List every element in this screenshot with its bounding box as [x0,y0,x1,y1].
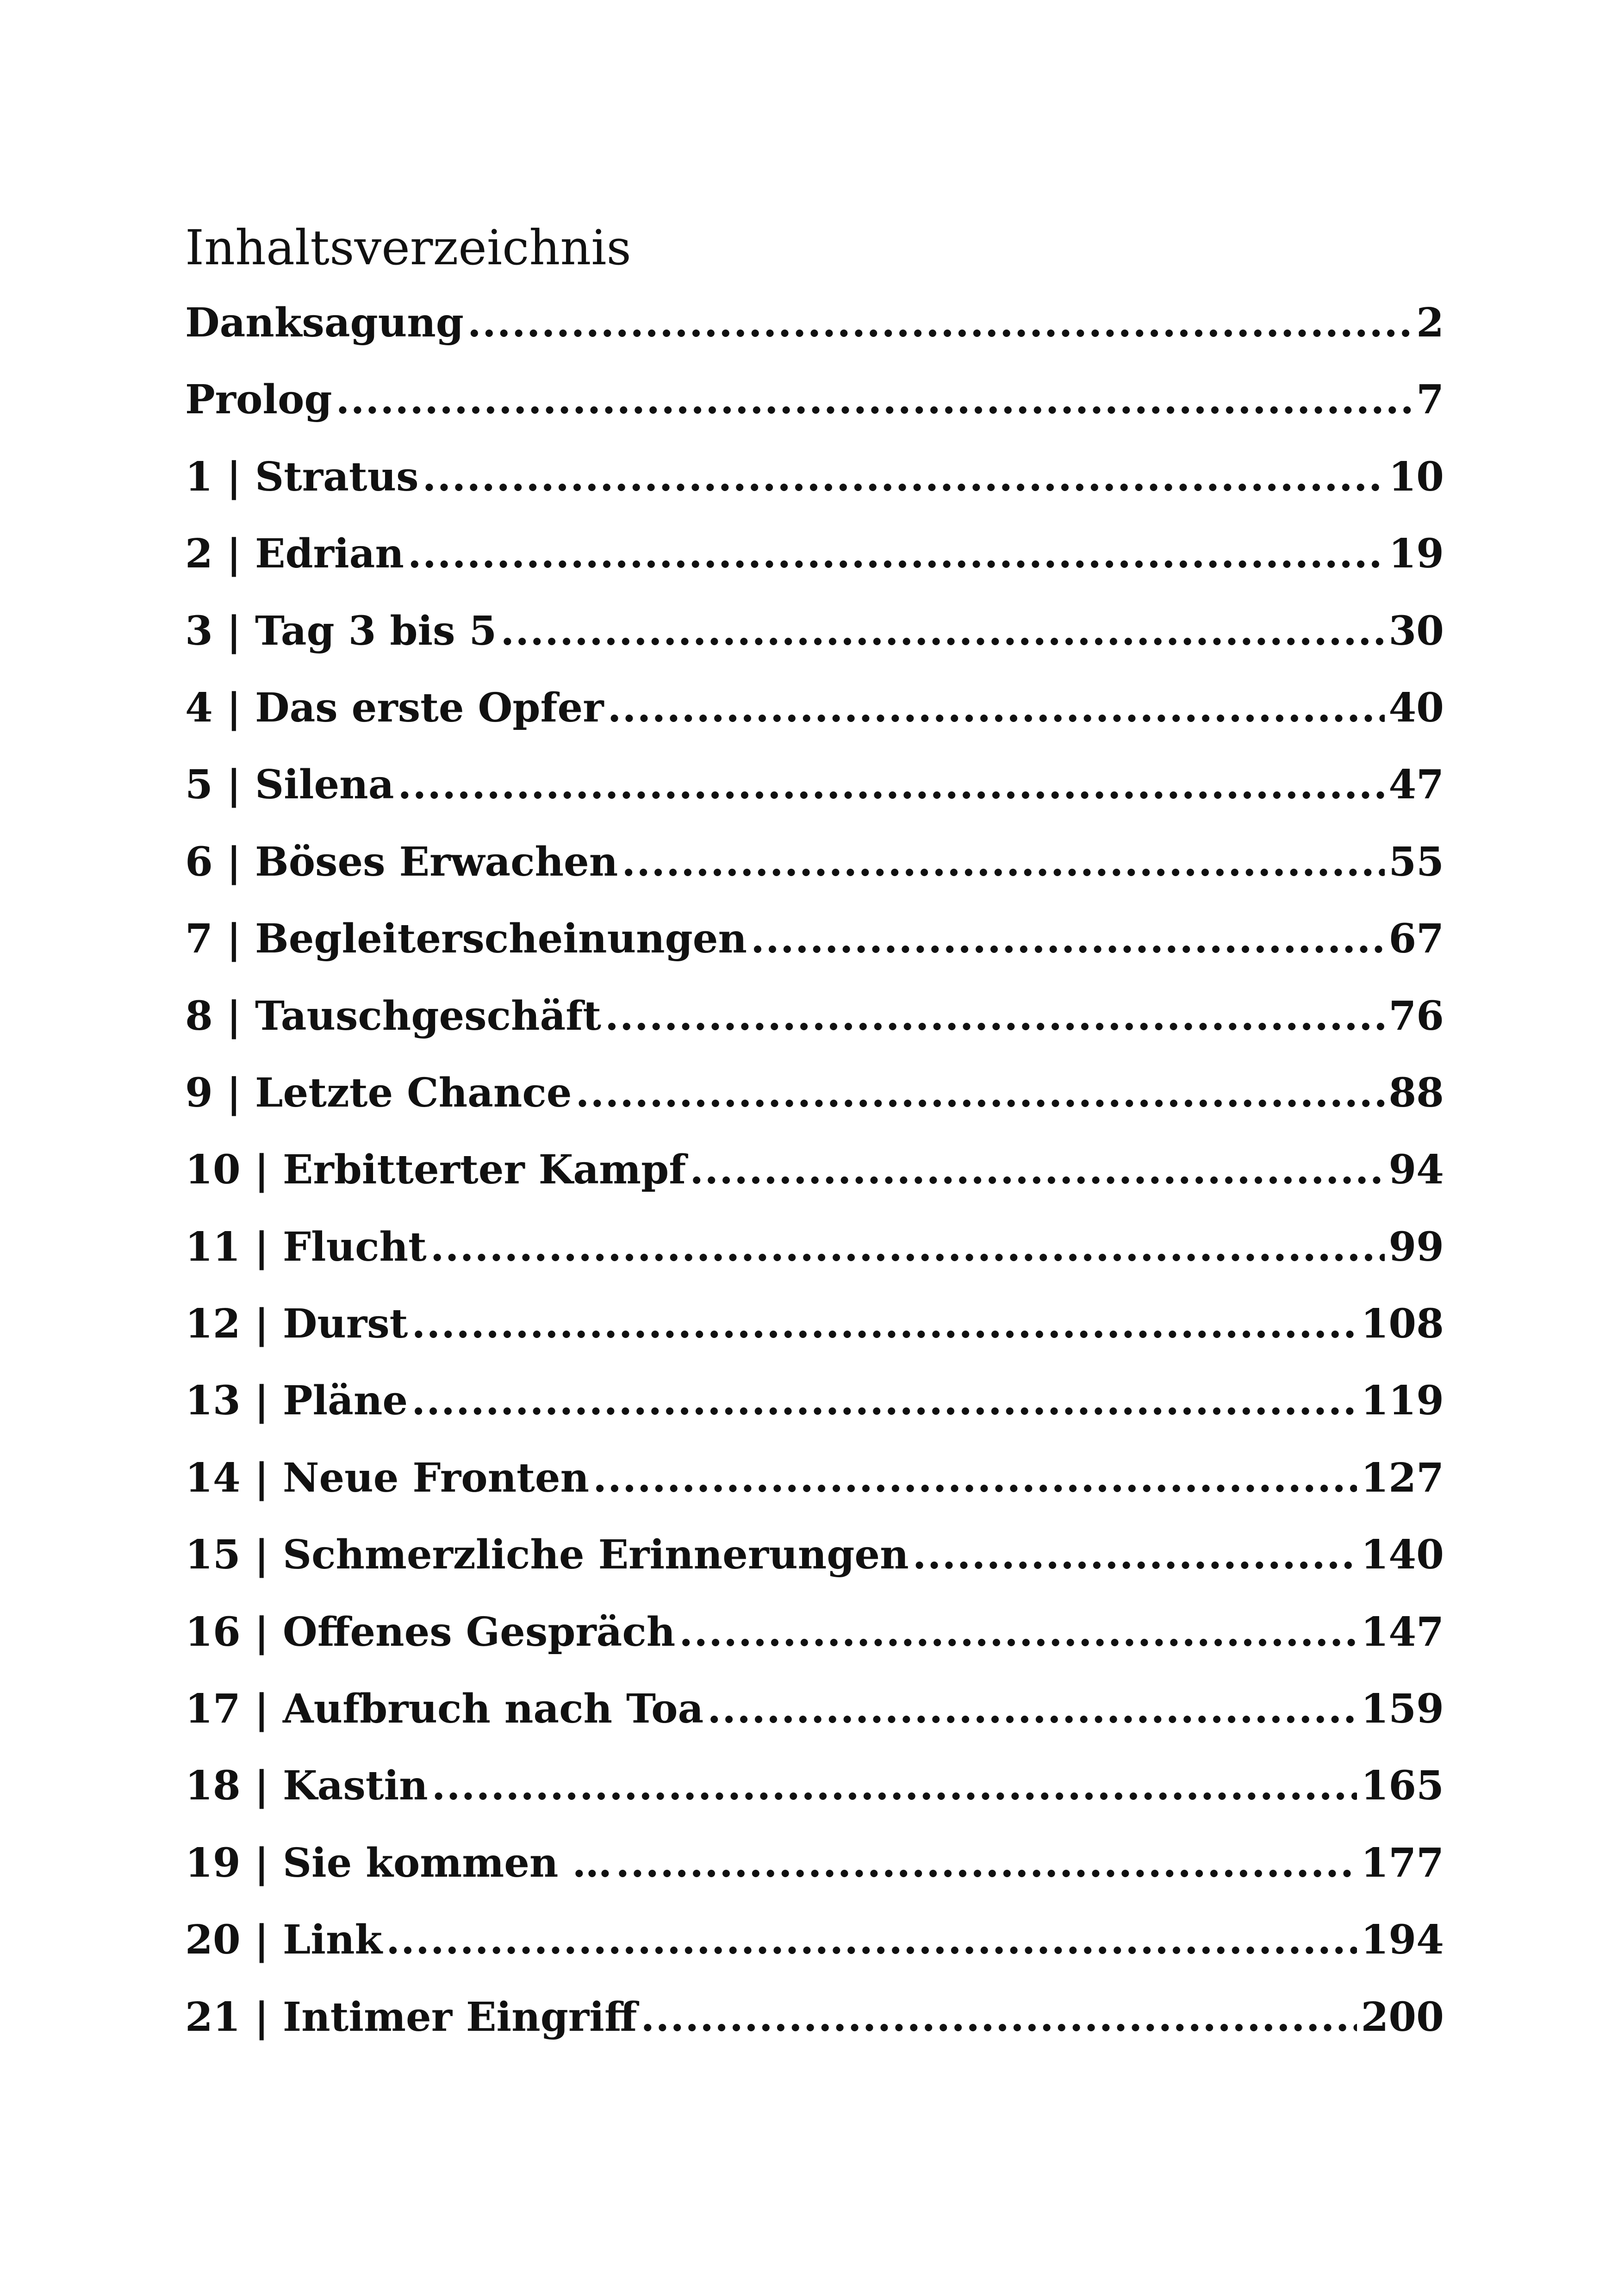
toc-dot-leader [430,1220,1385,1275]
toc-entry-page-number: 177 [1361,1839,1444,1886]
toc-entry-label: 4 | Das erste Opfer [185,684,604,731]
toc-dot-leader [411,1296,1357,1352]
toc-entry[interactable] [185,757,1444,834]
toc-entry-page-number: 200 [1361,1993,1444,2041]
toc-entry[interactable] [185,1527,1444,1604]
toc-entry-label: 16 | Offenes Gespräch [185,1608,676,1655]
document-page [185,218,1444,2066]
toc-entry-label: 17 | Aufbruch nach Toa [185,1686,704,1733]
toc-entry-page-number: 99 [1388,1223,1444,1270]
toc-dot-leader [707,1681,1357,1737]
toc-dot-leader [432,1758,1357,1814]
toc-entry[interactable] [185,1450,1444,1527]
toc-entry-label: 11 | Flucht [185,1223,427,1270]
toc-entry-page-number: 30 [1388,607,1444,654]
toc-title: Inhaltsverzeichnis [185,219,631,276]
toc-entry-label: 21 | Intimer Eingriff [185,1993,637,2041]
toc-entry-label: 19 | Sie kommen … [185,1839,612,1886]
toc-entry[interactable] [185,1296,1444,1373]
toc-entry[interactable] [185,295,1444,372]
toc-entry-page-number: 127 [1361,1454,1444,1501]
toc-entry[interactable] [185,604,1444,680]
toc-dot-leader [467,295,1413,351]
toc-entry-label: 5 | Silena [185,761,394,809]
toc-entry[interactable] [185,1758,1444,1835]
toc-entry[interactable] [185,1912,1444,1989]
toc-entry-label: 8 | Tauschgeschäft [185,992,601,1039]
toc-entry-label: 13 | Pläne [185,1377,408,1425]
toc-entry-page-number: 194 [1361,1916,1444,1964]
toc-dot-leader [423,449,1385,505]
toc-entry-page-number: 55 [1388,838,1444,885]
toc-entry-label: 1 | Stratus [185,453,419,500]
toc-entry[interactable] [185,526,1444,603]
toc-entry-page-number: 94 [1388,1146,1444,1194]
toc-entry[interactable] [185,1220,1444,1296]
toc-entry-page-number: 140 [1361,1531,1444,1579]
toc-entry-label: 15 | Schmerzliche Erinnerungen [185,1531,909,1579]
toc-dot-leader [913,1527,1357,1583]
toc-entry-label: 10 | Erbitterter Kampf [185,1146,686,1194]
toc-entry-page-number: 165 [1361,1762,1444,1810]
toc-entry[interactable] [185,911,1444,988]
toc-dot-leader [608,680,1385,736]
toc-entry-page-number: 108 [1361,1300,1444,1348]
toc-entry[interactable] [185,1142,1444,1219]
toc-dot-leader [500,604,1385,659]
toc-entry-label: 12 | Durst [185,1300,408,1348]
toc-list [185,295,1444,2066]
toc-entry-label: 2 | Edrian [185,530,404,578]
toc-entry-page-number: 7 [1416,376,1444,423]
toc-entry-label: 6 | Böses Erwachen [185,838,618,885]
toc-entry-page-number: 88 [1388,1069,1444,1116]
toc-dot-leader [408,526,1385,582]
toc-dot-leader [751,911,1385,967]
toc-entry-label: 18 | Kastin [185,1762,428,1810]
toc-entry-label: Prolog [185,376,332,423]
toc-entry-page-number: 119 [1361,1377,1444,1425]
toc-dot-leader [575,1065,1385,1121]
toc-entry[interactable] [185,834,1444,911]
toc-entry[interactable] [185,1065,1444,1142]
toc-entry-page-number: 76 [1388,992,1444,1039]
toc-entry[interactable] [185,680,1444,757]
toc-dot-leader [411,1373,1357,1429]
toc-entry-page-number: 19 [1388,530,1444,578]
toc-dot-leader [336,372,1413,428]
toc-entry-page-number: 47 [1388,761,1444,809]
toc-entry[interactable] [185,1605,1444,1681]
toc-entry-page-number: 10 [1388,453,1444,500]
toc-dot-leader [679,1605,1357,1660]
toc-entry[interactable] [185,1373,1444,1450]
toc-entry-label: 3 | Tag 3 bis 5 [185,607,497,654]
toc-entry[interactable] [185,1990,1444,2066]
toc-dot-leader [622,834,1385,890]
toc-entry-label: 14 | Neue Fronten [185,1454,590,1501]
toc-dot-leader [616,1836,1357,1891]
toc-entry-label: 7 | Begleiterscheinungen [185,915,747,963]
toc-entry-page-number: 159 [1361,1686,1444,1733]
toc-dot-leader [641,1990,1357,2045]
toc-entry-page-number: 2 [1416,299,1444,346]
toc-entry-page-number: 67 [1388,915,1444,963]
toc-entry[interactable] [185,449,1444,526]
toc-entry[interactable] [185,1681,1444,1758]
toc-entry[interactable] [185,372,1444,449]
toc-dot-leader [398,757,1385,813]
toc-entry-page-number: 40 [1388,684,1444,731]
toc-entry-label: 20 | Link [185,1916,383,1964]
toc-entry-page-number: 147 [1361,1608,1444,1655]
toc-dot-leader [386,1912,1357,1968]
toc-dot-leader [593,1450,1357,1506]
toc-entry-label: 9 | Letzte Chance [185,1069,572,1116]
toc-entry-label: Danksagung [185,299,464,346]
toc-dot-leader [690,1142,1385,1198]
toc-entry[interactable] [185,1836,1444,1912]
toc-dot-leader [605,989,1385,1044]
toc-entry[interactable] [185,989,1444,1065]
